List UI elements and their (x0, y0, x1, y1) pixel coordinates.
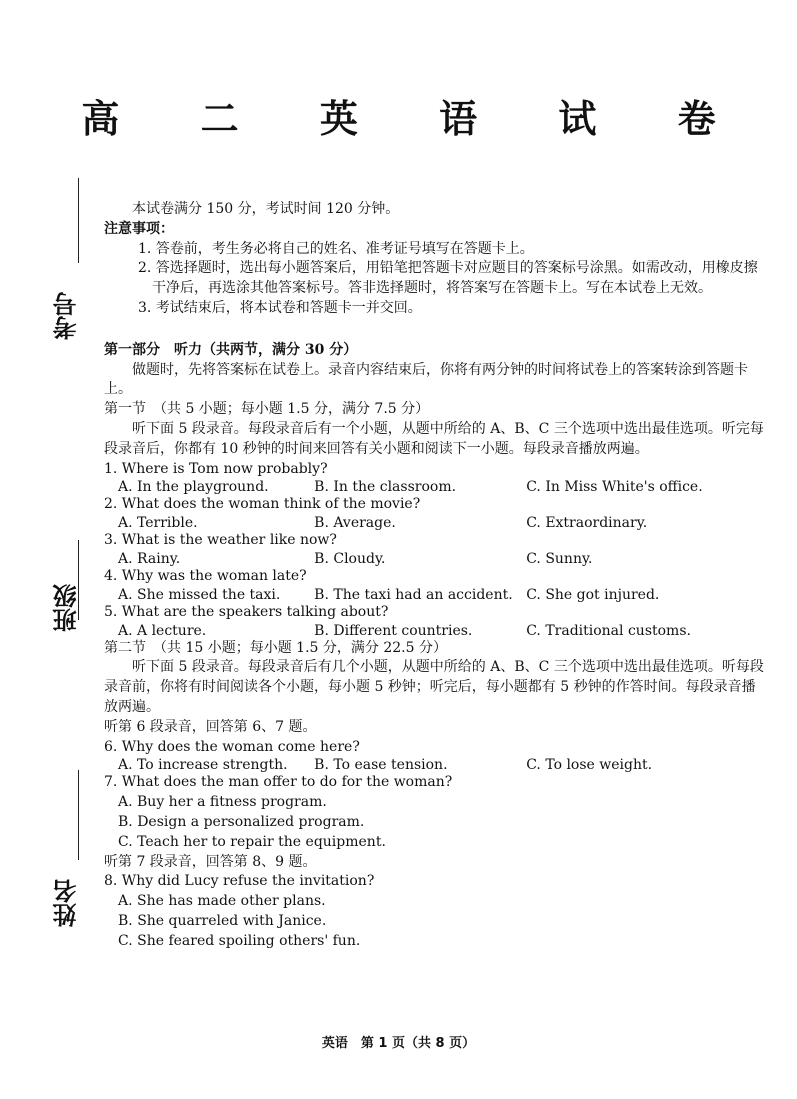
question-6-options (104, 757, 764, 773)
option-b: B. The taxi had an accident. (314, 586, 513, 603)
option-c: C. She feared spoiling others' fun. (118, 932, 361, 949)
name-label: 姓名 (52, 879, 81, 927)
option-c: C. Traditional customs. (526, 622, 691, 639)
question-4: 4. Why was the woman late? (104, 567, 307, 584)
option-c: C. Teach her to repair the equipment. (118, 833, 386, 850)
part1-instruction: 做题时，先将答案标在试卷上。录音内容结束后，你将有两分钟的时间将试卷上的答案转涂到答题卡上。 (104, 361, 748, 398)
notes-heading: 注意事项： (104, 220, 174, 237)
note-item-1: 1. 答卷前，考生务必将自己的姓名、准考证号填写在答题卡上。 (138, 240, 534, 257)
group-6-heading: 听第 6 段录音，回答第 6、7 题。 (104, 718, 317, 735)
option-a: A. Buy her a fitness program. (118, 794, 327, 811)
question-1-options (104, 479, 764, 495)
question-6: 6. Why does the woman come here? (104, 738, 360, 755)
question-2: 2. What does the woman think of the movie? (104, 496, 421, 513)
question-4-options (104, 587, 764, 603)
question-7: 7. What does the man offer to do for the woman? (104, 774, 453, 791)
section2-heading: 第二节 （共 15 小题；每小题 1.5 分，满分 22.5 分） (104, 639, 447, 656)
exam-no-label: 考号 (52, 292, 81, 340)
option-a: A. Rainy. (118, 550, 181, 567)
option-c: C. She got injured. (526, 586, 660, 603)
option-c: C. To lose weight. (526, 757, 653, 774)
page-footer: 英语 第 1 页（共 8 页） (321, 1036, 476, 1051)
option-c: C. Extraordinary. (526, 515, 648, 532)
class-label: 班级 (52, 584, 81, 632)
question-8: 8. Why did Lucy refuse the invitation? (104, 873, 375, 890)
intro-text: 本试卷满分 150 分，考试时间 120 分钟。 (132, 201, 400, 217)
question-2-options (104, 515, 764, 531)
name-line (78, 770, 79, 860)
option-a: A. She missed the taxi. (118, 586, 281, 603)
option-c: C. Sunny. (526, 550, 593, 567)
exam-no-line (78, 178, 79, 263)
question-5-options (104, 623, 764, 639)
option-b: B. To ease tension. (314, 757, 448, 774)
option-c: C. In Miss White's office. (526, 479, 703, 496)
option-a: A. In the playground. (118, 479, 269, 496)
exam-title: 高 二 英 语 试 卷 (81, 96, 750, 141)
section1-heading: 第一节 （共 5 小题；每小题 1.5 分，满分 7.5 分） (104, 401, 430, 418)
option-b: B. She quarreled with Janice. (118, 912, 327, 929)
option-a: A. She has made other plans. (118, 893, 326, 910)
section2-instruction: 听下面 5 段录音。每段录音后有几个小题，从题中所给的 A、B、C 三个选项中选出最佳选项。听每段录音前，你将有时间阅读各个小题，每小题 5 秒钟；听完后，每小题都有 5 秒钟的作答时间。每段录音播放两遍。 (104, 659, 764, 715)
option-a: A. To increase strength. (118, 757, 288, 774)
part1-heading: 第一部分 听力（共两节，满分 30 分） (104, 341, 358, 358)
option-b: B. Different countries. (314, 622, 473, 639)
question-1: 1. Where is Tom now probably? (104, 460, 328, 477)
question-5: 5. What are the speakers talking about? (104, 603, 389, 620)
option-b: B. In the classroom. (314, 479, 457, 496)
option-a: A. Terrible. (118, 515, 198, 532)
question-3-options (104, 551, 764, 567)
note-item-3: 3. 考试结束后，将本试卷和答题卡一并交回。 (138, 299, 422, 316)
option-b: B. Average. (314, 515, 396, 532)
option-b: B. Cloudy. (314, 550, 386, 567)
option-a: A. A lecture. (118, 622, 207, 639)
option-b: B. Design a personalized program. (118, 813, 365, 830)
group-7-heading: 听第 7 段录音，回答第 8、9 题。 (104, 853, 317, 870)
exam-content (104, 200, 764, 952)
question-3: 3. What is the weather like now? (104, 532, 337, 549)
note-item-2: 2. 答选择题时，选出每小题答案后，用铅笔把答题卡对应题目的答案标号涂黑。如需改动，用橡皮擦干净后，再选涂其他答案标号。答非选择题时，将答案写在答题卡上。写在本试卷上无效。 (138, 260, 758, 297)
section1-instruction: 听下面 5 段录音。每段录音后有一个小题，从题中所给的 A、B、C 三个选项中选出最佳选项。听完每段录音后，你都有 10 秒钟的时间来回答有关小题和阅读下一小题。每段录音播放两遍。 (104, 420, 764, 457)
